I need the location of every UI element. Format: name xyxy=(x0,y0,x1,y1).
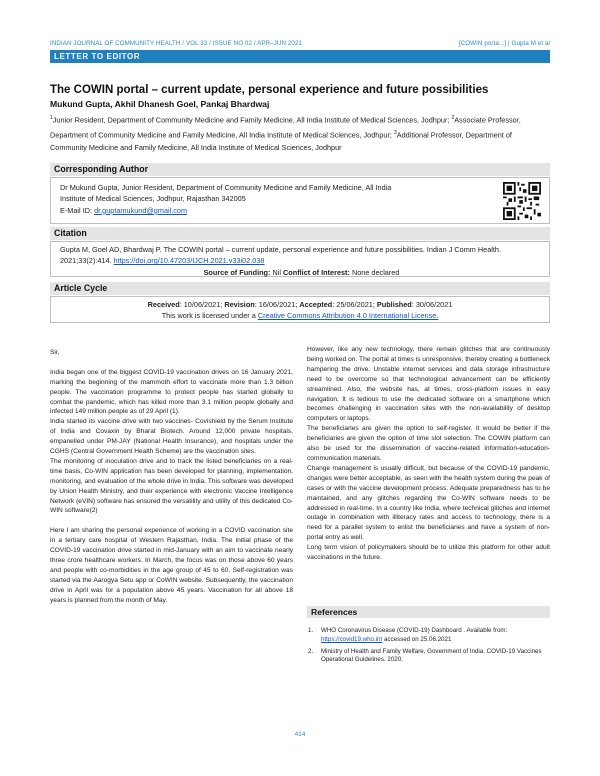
conflict-label: Conflict of Interest: xyxy=(281,267,352,277)
license-text: This work is licensed under a xyxy=(161,311,258,321)
article-title: The COWIN portal – current update, personal experience and future possibilities xyxy=(50,84,489,96)
body-left-p2: India started its vaccine drive with two vaccines- Covishield by the Serum Institute of India and Covaxin by Bharat Biotech. Around 12,000 private hospitals, empanelled under PM-JAY (National Health Insurance), and hospitals under the CGHS (Central Government Health Scheme) are the vaccination sites. xyxy=(50,418,293,456)
body-left-p4: Here I am sharing the personal experience of working in a COVID vaccination site in a tertiary care hospital of Western Rajasthan, India. The initial phase of the COVID-19 vaccination drive started in mid-January with an aim to vaccinate nearly three crore healthcare workers. In March, the focus was on those above 60 years and people with co-morbidities in the age group of 45 to 60. Self-registration was started via the Aarogya Setu app or CoWIN website. Subsequently, the vaccination drive in April was for a population above 45 years. Vaccination for all above 18 years is planned from the month of May. xyxy=(50,527,293,604)
reference-text: WHO Coronavirus Disease (COVID-19) Dashboard . Available from: xyxy=(321,627,508,634)
email-label: E-Mail ID: xyxy=(60,205,95,215)
reference-text: Ministry of Health and Family Welfare, Government of India. COVID-19 Vaccines Operational Guidelines. 2020. xyxy=(321,647,542,664)
citation-box xyxy=(50,241,550,277)
body-left-column xyxy=(50,348,293,606)
corresponding-box xyxy=(50,177,550,224)
published-label: Published xyxy=(376,300,412,309)
section-type-bar: LETTER TO EDITOR xyxy=(50,50,550,63)
body-left-p3: The monitoring of inoculation drive and to track the listed beneficiaries on a real-time basis, Co-WIN application has been developed for planning, implementation, monitoring, and evaluation of the whole drive in India. This software was developed by Union Health Ministry, and their experience with electronic Vaccine Intelligence Network (eVIN) software has ensured the versatility and utility of this dedicated Co-WIN software(2) xyxy=(50,457,293,515)
affil-1: Junior Resident, Department of Community Medicine and Family Medicine, All India Institute of Medical Sciences, Jodhpur; xyxy=(52,115,452,125)
citation-text: Gupta M, Goel AD, Bhardwaj P. The COWIN portal – current update, personal experience and future possibilities. Indian J Comm Health. 2021;33(2):414. xyxy=(60,245,502,266)
running-title: [COWIN porta...] | Gupta M et al xyxy=(458,40,550,47)
author-list: Mukund Gupta, Akhil Dhanesh Goel, Pankaj Bhardwaj xyxy=(50,99,270,109)
received-label: Received xyxy=(147,300,180,309)
funding-value: Nil xyxy=(272,267,281,277)
body-right-column xyxy=(307,345,550,563)
conflict-value: None declared xyxy=(351,267,400,277)
funding-row xyxy=(60,267,543,278)
affil-2: Associate Professor, Department of Community Medicine and Family Medicine, All India Institute of Medical Sciences, Jodhpur; xyxy=(50,115,521,140)
body-right-p1: However, like any new technology, there remain glitches that are continuously being worked on. The portal at times is unresponsive, thereby creating a bottleneck hampering the drive. Unstable internet services and data storage infrastructure need to be overcome so that technological advancement can be efficiently streamlined. Also, the website has, at times, cross-platform issues in easy navigation. It is tedious to use the dedicated software on a smartphone which becomes challenging in vaccination sites with the non-availability of desktop computers or laptops. xyxy=(307,346,550,423)
funding-label: Source of Funding: xyxy=(203,267,273,277)
body-left-p1: India began one of the biggest COVID-19 vaccination drives on 16 January 2021, marking the beginning of the mammoth effort to vaccinate more than 1.3 billion people. The vaccination programme to protect people has started globally to combat the pandemic, which has killed more than 3.1 million people globally and infected 149 million people as of 29 April (1). xyxy=(50,368,293,416)
journal-header xyxy=(50,40,550,47)
affil-3-sup: 3 xyxy=(393,130,397,137)
reference-link[interactable]: https://covid19.who.int xyxy=(321,635,383,643)
accepted-date: : 25/06/2021; xyxy=(332,300,377,309)
dates-row xyxy=(57,299,543,310)
corresponding-line1: Dr Mukund Gupta, Junior Resident, Department of Community Medicine and Family Medicine, All India xyxy=(60,183,392,192)
body-right-p2: The beneficiaries are given the option to self-register. It would be better if the beneficiaries are given the option of time slot selection. The COWIN platform can also be used for the dissemination of vaccine-related information-education-communication materials. xyxy=(307,425,550,462)
reference-number: 2. xyxy=(308,647,314,655)
body-right-p4: Long term vision of policymakers should be to utilize this platform for other adult vaccinations in the future. xyxy=(307,544,550,562)
email-link[interactable]: dr.guptamukund@gmail.com xyxy=(94,205,188,215)
license-row xyxy=(57,310,543,321)
corresponding-email-row xyxy=(60,205,497,216)
salutation: Sir, xyxy=(50,349,60,356)
accepted-label: Accepted xyxy=(299,300,333,309)
qr-code-icon xyxy=(503,182,541,220)
affil-1-sup: 1 xyxy=(50,115,53,121)
reference-item xyxy=(307,648,550,666)
license-link[interactable]: Creative Commons Attribution 4.0 International License. xyxy=(257,311,439,321)
reference-number: 1. xyxy=(308,627,314,634)
references-heading: References xyxy=(307,606,550,618)
received-date: : 10/06/2021; xyxy=(179,300,225,309)
journal-issue-line: INDIAN JOURNAL OF COMMUNITY HEALTH / VOL 33 / ISSUE NO 02 / APR–JUN 2021 xyxy=(50,40,303,47)
revision-label: Revision xyxy=(224,300,255,309)
published-date: : 30/06/2021 xyxy=(411,300,453,309)
article-cycle-heading: Article Cycle xyxy=(50,282,550,295)
doi-link[interactable]: https://doi.org/10.47203/IJCH.2021.v33i02.038 xyxy=(113,256,265,266)
corresponding-line2: Institute of Medical Sciences, Jodhpur, Rajasthan 342005 xyxy=(60,194,246,204)
revision-date: : 16/06/2021; xyxy=(254,300,300,309)
citation-text-row xyxy=(60,244,543,267)
corresponding-heading: Corresponding Author xyxy=(50,163,550,176)
affil-2-sup: 2 xyxy=(451,115,455,121)
reference-after: accessed on 25.06.2021 xyxy=(382,635,452,643)
citation-heading: Citation xyxy=(50,227,550,240)
article-cycle-box xyxy=(50,296,550,323)
reference-list xyxy=(307,627,550,668)
affil-3: Additional Professor, Department of Community Medicine and Family Medicine, All India Institute of Medical Sciences, Jodhpur xyxy=(50,130,512,153)
reference-item xyxy=(307,627,550,645)
body-right-p3: Change management is usually difficult, but because of the COVID-19 pandemic, changes were better acceptable, as seen with the health system during the peak of cases or with the vaccine development process. Adequate preparedness has to be maintained, and any glitches regarding the Co-WIN software needs to be addressed in real-time. In a country like India, where technical glitches and internet outage in combination with illiteracy rates and access to technology, there is a need for a parallel system to enlist the beneficiaries and have a system of non-portal entry as well. xyxy=(307,464,550,542)
affiliations xyxy=(50,112,550,155)
page-number: 414 xyxy=(294,731,306,738)
